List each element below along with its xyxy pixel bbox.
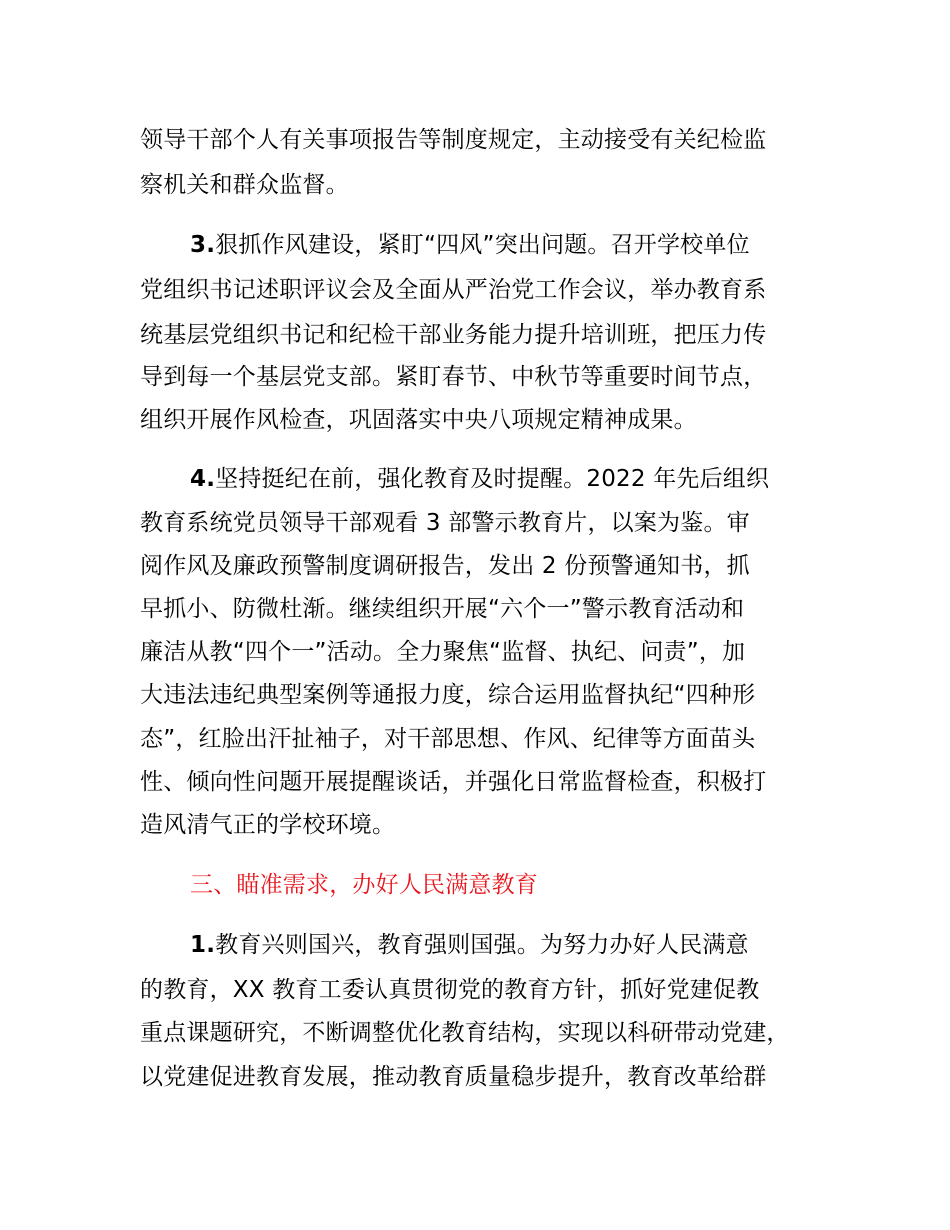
paragraph-line (140, 810, 395, 840)
line-text: 领导干部个人有关事项报告等制度规定，主动接受有关纪检监 (140, 127, 767, 153)
line-text: 态”，红脸出汗扯袖子，对干部思想、作风、纪律等方面苗头 (140, 726, 756, 752)
heading-text: 三、瞄准需求，办好人民满意教育 (190, 872, 538, 898)
line-text: 狠抓作风建设，紧盯“四风”突出问题。召开学校单位 (215, 232, 750, 258)
paragraph-line (140, 125, 766, 155)
line-text: 党组织书记述职评议会及全面从严治党工作会议，举办教育系 (140, 277, 767, 303)
line-text: 教育系统党员领导干部观看 3 部警示教育片，以案为鉴。审 (140, 510, 750, 536)
paragraph-line (190, 464, 769, 494)
paragraph-line (140, 275, 766, 305)
paragraph-line (140, 594, 744, 624)
item-number: 3. (190, 232, 216, 258)
paragraph-line (140, 680, 755, 710)
paragraph-line (190, 930, 749, 960)
line-text: 坚持挺纪在前，强化教育及时提醒。2022 年先后组织 (215, 466, 770, 492)
line-text: 统基层党组织书记和纪检干部业务能力提升培训班，把压力传 (140, 322, 767, 348)
line-text: 教育兴则国兴，教育强则国强。为努力办好人民满意 (215, 932, 749, 958)
line-text: 性、倾向性问题开展提醒谈话，并强化日常监督检查，积极打 (140, 769, 767, 795)
paragraph-line (140, 1062, 766, 1092)
line-text: 廉洁从教“四个一”活动。全力聚焦“监督、执纪、问责”，加 (140, 639, 746, 665)
paragraph-line (140, 724, 755, 754)
line-text: 以党建促进教育发展，推动教育质量稳步提升，教育改革给群 (140, 1064, 767, 1090)
paragraph-line (140, 637, 745, 667)
line-text: 早抓小、防微杜渐。继续组织开展“六个一”警示教育活动和 (140, 596, 745, 622)
paragraph-line (140, 508, 750, 538)
item-number: 4. (190, 466, 216, 492)
line-text: 造风清气正的学校环境。 (140, 812, 396, 838)
paragraph-line (140, 551, 750, 581)
paragraph-line (140, 975, 759, 1005)
paragraph-line (140, 170, 349, 200)
paragraph-line (140, 362, 766, 392)
line-text: 察机关和群众监督。 (140, 172, 349, 198)
line-text: 组织开展作风检查，巩固落实中央八项规定精神成果。 (140, 407, 697, 433)
paragraph-line (140, 320, 766, 350)
line-text: 阅作风及廉政预警制度调研报告，发出 2 份预警通知书，抓 (140, 553, 750, 579)
paragraph-line (190, 230, 750, 260)
line-text: 的教育，XX 教育工委认真贯彻党的教育方针，抓好党建促教 (140, 977, 760, 1003)
line-text: 导到每一个基层党支部。紧盯春节、中秋节等重要时间节点， (140, 364, 767, 390)
paragraph-line (140, 1018, 790, 1048)
paragraph-line (140, 405, 697, 435)
paragraph-line (140, 767, 766, 797)
section-heading (190, 870, 538, 900)
line-text: 大违法违纪典型案例等通报力度，综合运用监督执纪“四种形 (140, 682, 756, 708)
item-number: 1. (190, 932, 216, 958)
line-text: 重点课题研究，不断调整优化教育结构，实现以科研带动党建， (140, 1020, 790, 1046)
